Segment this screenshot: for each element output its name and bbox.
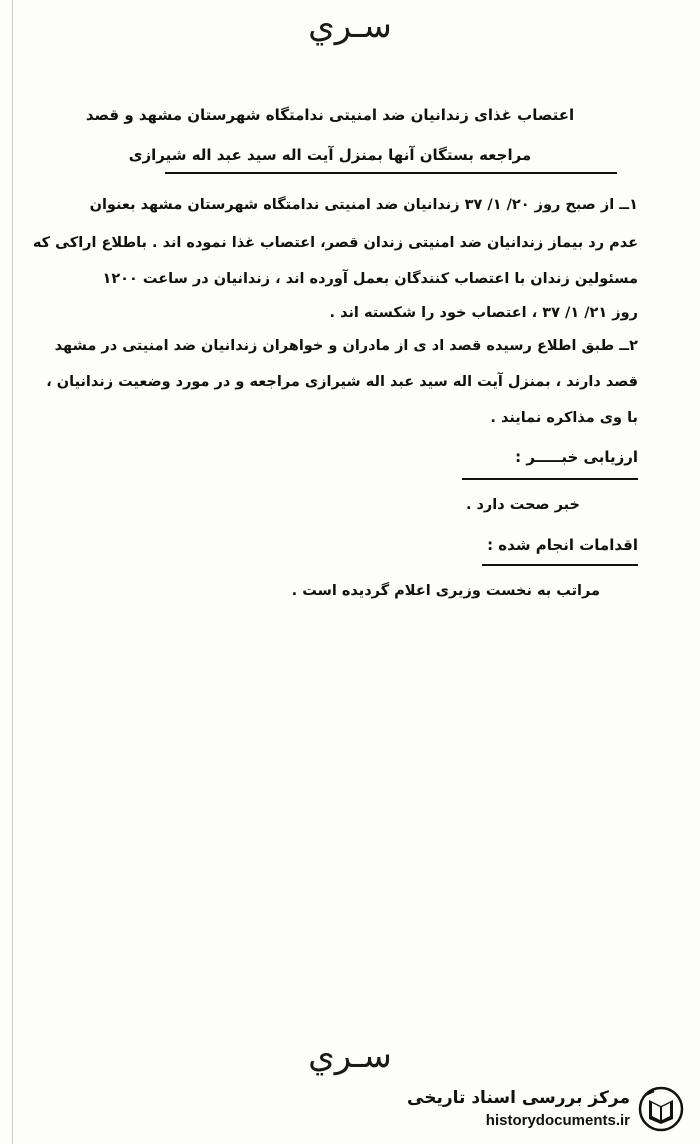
paragraph-2-line-1: ۲ــ طبق اطلاع رسیده قصد اد ی از مادران و خواهران زندانیان ضد امنیتی در مشهد: [54, 338, 638, 354]
classification-bottom: سـري: [308, 1036, 392, 1076]
paragraph-1-line-4: روز ۲۱/ ۱/ ۳۷ ، اعتصاب خود را شکسته اند .: [329, 305, 638, 321]
scan-edge-line: [12, 0, 13, 1144]
paragraph-1-line-2: عدم رد بیماز زندانیان ضد امنیتی زندان قصر، اعتصاب غذا نموده اند . باطلاع اراکی که: [32, 235, 638, 251]
evaluation-value: خبر صحت دارد .: [465, 497, 580, 513]
archive-name: مرکز بررسی اسناد تاریخی: [407, 1088, 630, 1108]
archive-watermark: [407, 1084, 690, 1136]
evaluation-label: ارزیابی خبـــــر :: [515, 448, 638, 466]
subject-line-1: اعتصاب غذای زندانیان ضد امنیتی ندامتگاه شهرستان مشهد و قصد: [85, 106, 575, 124]
actions-underline: [482, 564, 638, 566]
evaluation-underline: [462, 478, 638, 480]
paragraph-2-line-3: با وی مذاکره نمایند .: [490, 410, 638, 426]
paragraph-1-line-1: ۱ــ از صبح روز ۲۰/ ۱/ ۳۷ زندانیان ضد امنیتی ندامتگاه شهرستان مشهد بعنوان: [89, 197, 638, 213]
classification-top: سـري: [308, 6, 392, 46]
actions-label: اقدامات انجام شده :: [487, 536, 638, 554]
subject-underline: [165, 172, 617, 174]
book-logo-icon: [638, 1086, 684, 1132]
paragraph-1-line-3: مسئولین زندان با اعتصاب کنندگان بعمل آورده اند ، زندانیان در ساعت ۱۲۰۰: [102, 271, 638, 287]
subject-line-2: مراجعه بستگان آنها بمنزل آیت اله سید عبد اله شیرازی: [128, 146, 532, 164]
actions-value: مراتب به نخست وزیری اعلام گردیده است .: [291, 583, 600, 599]
paragraph-2-line-2: قصد دارند ، بمنزل آیت اله سید عبد اله شیرازی مراجعه و در مورد وضعیت زندانیان ،: [46, 374, 638, 390]
archive-website: historydocuments.ir: [485, 1112, 630, 1129]
